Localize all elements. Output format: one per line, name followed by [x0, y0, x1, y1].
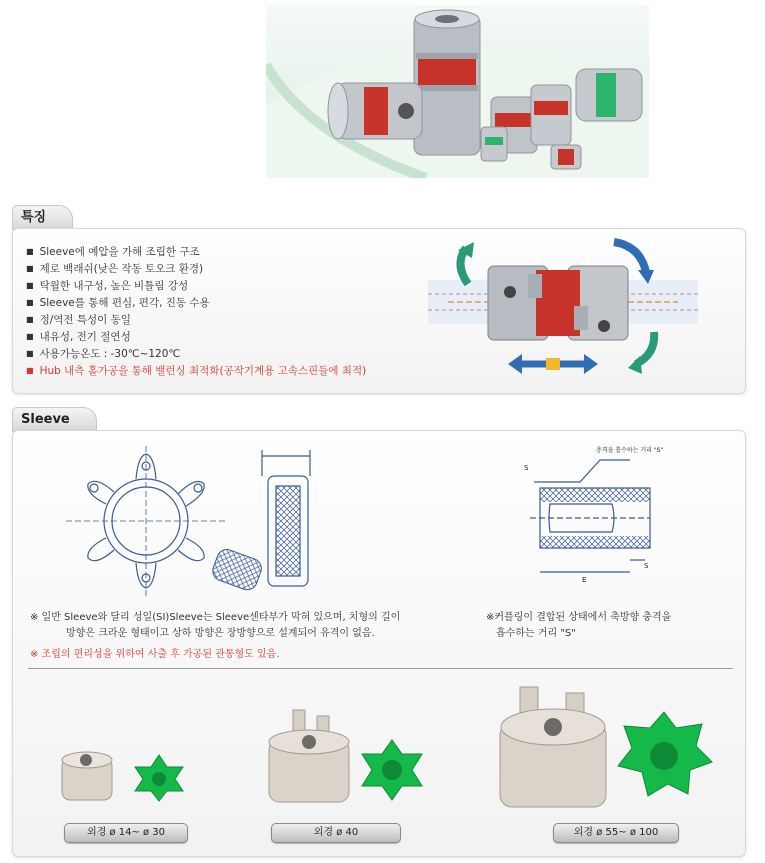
feature-item: ■ Sleeve를 통해 편심, 편각, 진동 수용	[26, 294, 366, 311]
feature-item: ■ 사용가능온도 : -30℃~120℃	[26, 345, 366, 362]
features-list	[26, 243, 366, 379]
sleeve-note-right-line1: ※커플링이 결합된 상태에서 축방향 충격을	[486, 612, 672, 623]
feature-item: ■ Sleeve에 예압을 가해 조립한 구조	[26, 243, 366, 260]
hero-product-image	[266, 5, 649, 178]
section-divider	[28, 668, 733, 669]
coupling-left-photo	[328, 83, 422, 139]
product-sleeve-medium	[356, 738, 428, 802]
sleeve-note-left-line1: ※ 일반 Sleeve와 달리 성일(SI)Sleeve는 Sleeve센타부가 막혀 있으며, 치형의 길이	[30, 612, 401, 623]
sleeve-note-left	[30, 610, 400, 642]
axial-distance-section-diagram	[520, 442, 664, 592]
coupling-large-photo	[414, 10, 480, 155]
feature-item: ■ 정/역전 특성이 동일	[26, 311, 366, 328]
size-label-medium: 외경 ø 40	[271, 823, 401, 843]
sleeve-note-right	[486, 610, 671, 642]
sleeve-note-left-line2: 방향은 크라운 형태이고 상하 방향은 장방향으로 설계되어 유격이 없음.	[66, 628, 375, 639]
product-hub-small	[58, 748, 118, 808]
dim-e: E	[582, 576, 587, 584]
feature-item: ■ 제로 백래쉬(낮은 작동 토오크 환경)	[26, 260, 366, 277]
product-sleeve-large	[612, 710, 716, 802]
product-hub-large	[496, 683, 614, 815]
dim-s-top: S	[524, 464, 529, 472]
feature-item: ■ 탁월한 내구성, 높은 비틀림 강성	[26, 277, 366, 294]
feature-item: ■ 내유성, 전기 절연성	[26, 328, 366, 345]
size-label-small: 외경 ø 14~ ø 30	[64, 823, 188, 843]
diagram-label-s: 충격을 흡수하는 거리 "S"	[596, 447, 664, 454]
sleeve-note-red: ※ 조립의 편리성을 위하여 사출 후 가공된 관통형도 있음.	[30, 649, 280, 660]
product-hub-medium	[265, 706, 355, 810]
sleeve-side-view-diagram	[254, 446, 324, 596]
features-title: 특징	[21, 210, 47, 225]
product-sleeve-small	[131, 753, 187, 803]
sleeve-title: Sleeve	[21, 412, 70, 427]
sleeve-front-view-diagram	[66, 446, 226, 596]
tab-sleeve	[12, 407, 97, 432]
size-label-large: 외경 ø 55~ ø 100	[553, 823, 679, 843]
dim-s-bottom: S	[644, 562, 649, 570]
feature-item-highlight: ■ Hub 내측 홀가공을 통해 밸런싱 최적화(공작기계용 고속스핀들에 최적)	[26, 362, 366, 379]
tab-features	[12, 205, 73, 230]
sleeve-note-right-line2: 흡수하는 거리 "S"	[496, 628, 576, 639]
coupling-motion-illustration	[428, 236, 698, 386]
